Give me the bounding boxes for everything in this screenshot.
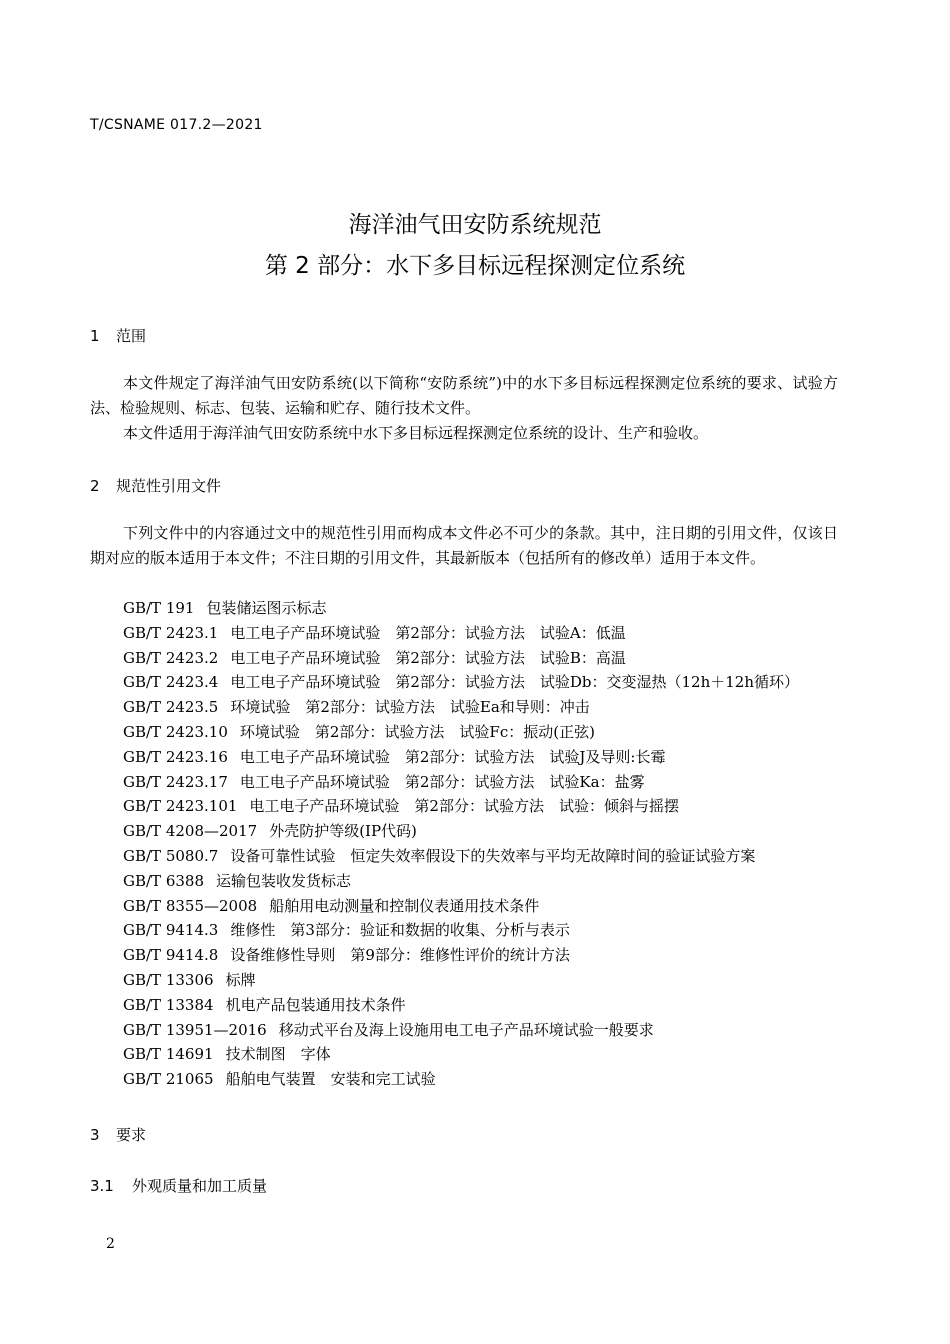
section-3-1-heading [90, 1175, 267, 1196]
reference-code: GB/T 14691 [123, 1045, 214, 1064]
reference-title: 设备可靠性试验 恒定失效率假设下的失效率与平均无故障时间的验证试验方案 [230, 846, 756, 865]
reference-code: GB/T 6388 [123, 871, 205, 890]
reference-code: GB/T 191 [123, 599, 195, 617]
section-number: 1 [90, 327, 100, 345]
section-number: 3 [90, 1126, 100, 1144]
reference-code: GB/T 5080.7 [123, 846, 219, 865]
reference-code: GB/T 2423.1 [123, 623, 219, 642]
reference-code: GB/T 13306 [123, 970, 214, 989]
reference-code: GB/T 8355—2008 [123, 896, 258, 915]
reference-item [123, 720, 799, 745]
reference-title: 设备维修性导则 第9部分：维修性评价的统计方法 [230, 946, 570, 965]
reference-code: GB/T 13384 [123, 995, 214, 1014]
reference-list [123, 596, 799, 1092]
reference-item [123, 844, 799, 869]
reference-item [123, 794, 799, 819]
page-number: 2 [106, 1236, 115, 1252]
reference-title: 电工电子产品环境试验 第2部分：试验方法 试验Ka：盐雾 [239, 772, 645, 791]
document-title: 海洋油气田安防系统规范 [348, 212, 602, 238]
reference-code: GB/T 2423.101 [123, 797, 238, 816]
reference-item [123, 918, 799, 943]
reference-code: GB/T 2423.2 [123, 648, 219, 667]
reference-code: GB/T 2423.10 [123, 722, 228, 741]
document-subtitle: 第 2 部分：水下多目标远程探测定位系统 [264, 253, 686, 279]
section-1-paragraph-1: 本文件规定了海洋油气田安防系统(以下简称“安防系统”)中的水下多目标远程探测定位系统的要求、试验方法、检验规则、标志、包装、运输和贮存、随行技术文件。 [90, 374, 838, 417]
reference-title: 电工电子产品环境试验 第2部分：试验方法 试验A：低温 [230, 623, 626, 642]
section-1-paragraph-2: 本文件适用于海洋油气田安防系统中水下多目标远程探测定位系统的设计、生产和验收。 [123, 424, 709, 442]
section-title: 外观质量和加工质量 [132, 1177, 268, 1195]
reference-item [123, 869, 799, 894]
reference-item [123, 1042, 799, 1067]
reference-title: 环境试验 第2部分：试验方法 试验Fc：振动(正弦) [239, 722, 595, 741]
reference-item [123, 968, 799, 993]
section-2-heading [90, 475, 221, 496]
reference-title: 移动式平台及海上设施用电工电子产品环境试验一般要求 [278, 1020, 654, 1039]
section-number: 3.1 [90, 1177, 114, 1195]
reference-title: 机电产品包装通用技术条件 [225, 995, 406, 1014]
reference-code: GB/T 9414.8 [123, 946, 219, 965]
section-3-heading [90, 1124, 146, 1145]
reference-code: GB/T 13951—2016 [123, 1020, 267, 1039]
reference-title: 船舶用电动测量和控制仪表通用技术条件 [269, 896, 540, 915]
reference-title: 运输包装收发货标志 [216, 871, 352, 890]
reference-title: 维修性 第3部分：验证和数据的收集、分析与表示 [230, 921, 570, 940]
reference-code: GB/T 4208—2017 [123, 822, 258, 841]
reference-code: GB/T 21065 [123, 1070, 214, 1089]
reference-code: GB/T 9414.3 [123, 921, 219, 940]
section-title: 规范性引用文件 [116, 477, 222, 495]
standard-code: T/CSNAME 017.2—2021 [90, 117, 263, 133]
section-2-paragraph-1: 下列文件中的内容通过文中的规范性引用而构成本文件必不可少的条款。其中，注日期的引用文件，仅该日期对应的版本适用于本文件；不注日期的引用文件，其最新版本（包括所有的修改单）适用于本文件。 [90, 524, 838, 567]
reference-title: 电工电子产品环境试验 第2部分：试验方法 试验：倾斜与摇摆 [249, 797, 679, 816]
reference-item [123, 670, 799, 695]
reference-item [123, 770, 799, 795]
reference-item [123, 1067, 799, 1092]
section-number: 2 [90, 477, 100, 495]
reference-item [123, 1018, 799, 1043]
reference-title: 电工电子产品环境试验 第2部分：试验方法 试验Db：交变湿热（12h＋12h循环） [230, 673, 799, 692]
reference-title: 电工电子产品环境试验 第2部分：试验方法 试验B：高温 [230, 648, 626, 667]
reference-item [123, 646, 799, 671]
reference-item [123, 993, 799, 1018]
reference-title: 包装储运图示标志 [206, 599, 327, 617]
section-1-heading [90, 325, 146, 346]
reference-title: 外壳防护等级(IP代码) [269, 822, 417, 841]
reference-title: 标牌 [225, 970, 256, 989]
reference-item [123, 943, 799, 968]
reference-item [123, 894, 799, 919]
reference-code: GB/T 2423.5 [123, 698, 219, 717]
reference-code: GB/T 2423.4 [123, 673, 219, 692]
reference-title: 技术制图 字体 [225, 1045, 331, 1064]
reference-title: 电工电子产品环境试验 第2部分：试验方法 试验J及导则:长霉 [239, 747, 666, 766]
reference-item [123, 745, 799, 770]
reference-code: GB/T 2423.16 [123, 747, 228, 766]
reference-item [123, 819, 799, 844]
reference-code: GB/T 2423.17 [123, 772, 228, 791]
reference-item [123, 695, 799, 720]
reference-item [123, 596, 799, 621]
section-title: 要求 [116, 1126, 147, 1144]
section-title: 范围 [116, 327, 147, 345]
reference-title: 船舶电气装置 安装和完工试验 [225, 1070, 436, 1089]
reference-title: 环境试验 第2部分：试验方法 试验Ea和导则：冲击 [230, 698, 590, 717]
reference-item [123, 621, 799, 646]
